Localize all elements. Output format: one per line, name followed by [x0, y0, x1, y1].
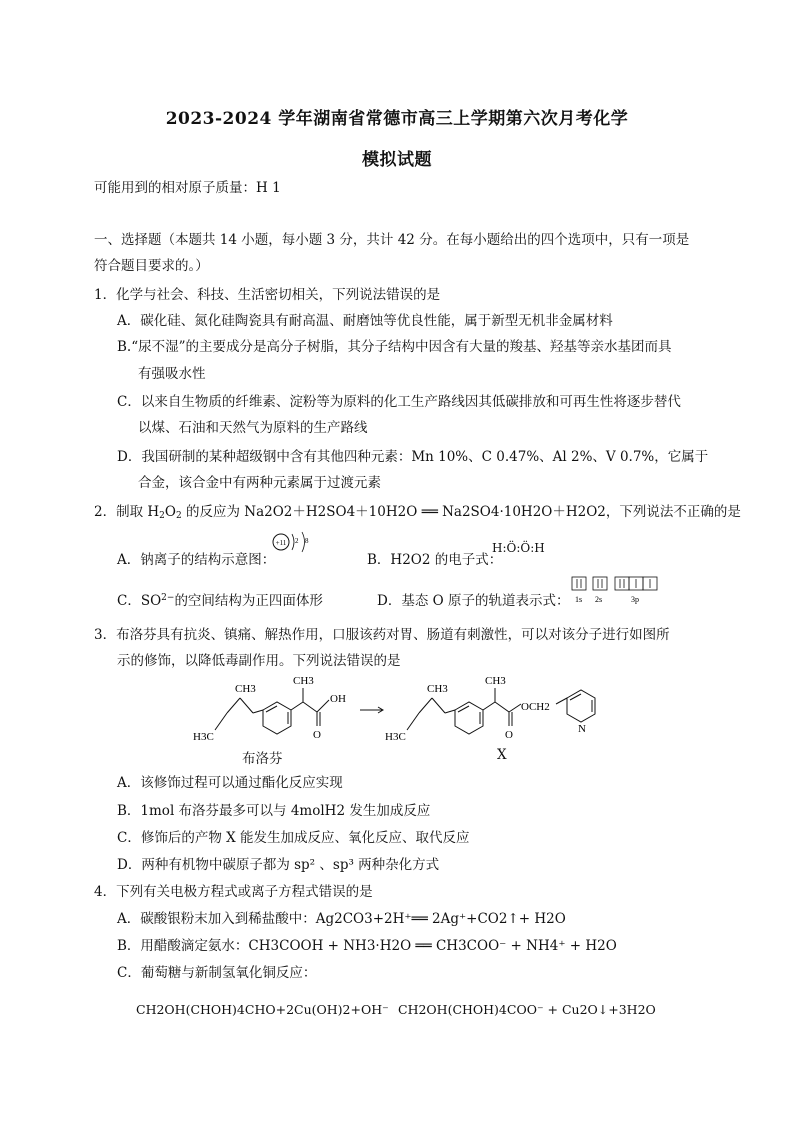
x-label: X — [497, 747, 507, 763]
q2-option-c — [117, 589, 323, 609]
x-ch3-branch: CH3 — [427, 683, 448, 695]
q3-option-b: B．1mol 布洛芬最多可以与 4molH2 发生加成反应 — [117, 803, 431, 819]
orbital-diagram — [571, 575, 661, 605]
ibuprofen-label: 布洛芬 — [242, 751, 283, 767]
orbital-3p: 3p — [631, 595, 639, 604]
q4-option-b: B．用醋酸滴定氨水：CH3COOH + NH3·H2O ══ CH3COO⁻ + NH4⁺ + H2O — [117, 938, 617, 954]
atomic-mass-note: 可能用到的相对原子质量：H 1 — [94, 180, 281, 196]
orbital-1s: 1s — [575, 595, 583, 604]
q1-option-b-cont: 有强吸水性 — [138, 366, 206, 382]
exam-title: 2023-2024 学年湖南省常德市高三上学期第六次月考化学 — [165, 109, 629, 129]
section-instruction-cont: 符合题目要求的。） — [94, 258, 209, 274]
shell-2-count: 8 — [305, 537, 309, 545]
h2o2-electron-formula: H:Ö:Ö:H — [492, 541, 545, 555]
x-h3c: H3C — [385, 731, 406, 743]
sulfate-charge: 2− — [161, 593, 175, 603]
q1-option-d-cont: 合金，该合金中有两种元素属于过渡元素 — [138, 475, 381, 491]
orbital-2s: 2s — [595, 595, 603, 604]
q3-stem: 3．布洛芬具有抗炎、镇痛、解热作用，口服该药对胃、肠道有刺激性，可以对该分子进行如图所 — [94, 627, 670, 643]
q1-option-b: B.“尿不湿”的主要成分是高分子树脂，其分子结构中因含有大量的羧基、羟基等亲水基团而具 — [117, 339, 672, 355]
q1-option-c-cont: 以煤、石油和天然气为原料的生产路线 — [138, 420, 368, 436]
q2-stem-pre: 2．制取 H — [94, 504, 160, 520]
x-carbonyl-o: O — [505, 729, 513, 741]
q2-option-a: A．钠离子的结构示意图： — [117, 552, 276, 568]
ibuprofen-oh: OH — [330, 693, 346, 705]
ibuprofen-ch3: CH3 — [293, 675, 314, 687]
x-pyridine-n: N — [578, 723, 586, 735]
q3-option-d: D．两种有机物中碳原子都为 sp² 、sp³ 两种杂化方式 — [117, 857, 440, 873]
q1-option-a: A．碳化硅、氮化硅陶瓷具有耐高温、耐磨蚀等优良性能，属于新型无机非金属材料 — [117, 313, 613, 329]
nucleus-charge: +11 — [275, 539, 287, 547]
ibuprofen-ch3-branch: CH3 — [235, 683, 256, 695]
q1-stem: 1．化学与社会、科技、生活密切相关，下列说法错误的是 — [94, 287, 441, 303]
q4-c-reactants: CH2OH(CHOH)4CHO+2Cu(OH)2+OH⁻ — [136, 1002, 389, 1017]
q4-c-products: CH2OH(CHOH)4COO⁻ + Cu2O↓+3H2O — [398, 1002, 656, 1017]
q1-option-c: C．以来自生物质的纤维素、淀粉等为原料的化工生产路线因其低碳排放和可再生性将逐步替代 — [117, 394, 681, 410]
q2-stem-text: 的反应为 Na2O2＋H2SO4＋10H2O ══ Na2SO4·10H2O＋H2O2，下列说法不正确的是 — [186, 504, 741, 520]
x-ch3: CH3 — [485, 675, 506, 687]
q3-option-a: A．该修饰过程可以通过酯化反应实现 — [117, 775, 343, 791]
sodium-ion-diagram — [272, 530, 312, 558]
q3-stem-cont: 示的修饰，以降低毒副作用。下列说法错误的是 — [117, 653, 401, 669]
ibuprofen-h3c: H3C — [193, 731, 214, 743]
exam-subtitle: 模拟试题 — [362, 150, 432, 170]
shell-1-count: 2 — [295, 537, 299, 545]
q1-option-d: D．我国研制的某种超级钢中含有其他四种元素：Mn 10%、C 0.47%、Al 2%、V 0.7%，它属于 — [117, 449, 709, 465]
q4-option-a: A．碳酸银粉末加入到稀盐酸中：Ag2CO3+2H⁺══ 2Ag⁺+CO2↑+ H2O — [117, 911, 566, 927]
q4-stem: 4．下列有关电极方程式或离子方程式错误的是 — [94, 884, 373, 900]
q2-option-d: D．基态 O 原子的轨道表示式： — [377, 593, 570, 609]
q3-option-c: C．修饰后的产物 X 能发生加成反应、氧化反应、取代反应 — [117, 830, 470, 846]
ibuprofen-carbonyl-o: O — [313, 729, 321, 741]
q2-option-b: B．H2O2 的电子式： — [367, 552, 503, 568]
section-instruction: 一、选择题（本题共 14 小题，每小题 3 分，共计 42 分。在每小题给出的四个选项中，只有一项是 — [94, 232, 690, 248]
sulfate-desc: 的空间结构为正四面体形 — [174, 593, 323, 609]
x-och2: OCH2 — [521, 701, 550, 713]
q4-option-c: C．葡萄糖与新制氢氧化铜反应： — [117, 965, 317, 981]
reaction-arrow — [360, 707, 383, 713]
q2-stem: 2．制取 $H_2O_2$ 的反应为 Na2O2＋H2SO4＋10H2O ══ Na2SO4·10H2O＋H2O2，下列说法不正确的是 — [94, 504, 741, 521]
ibuprofen-structure — [215, 688, 329, 734]
sulfate-label: C．SO — [117, 593, 162, 609]
